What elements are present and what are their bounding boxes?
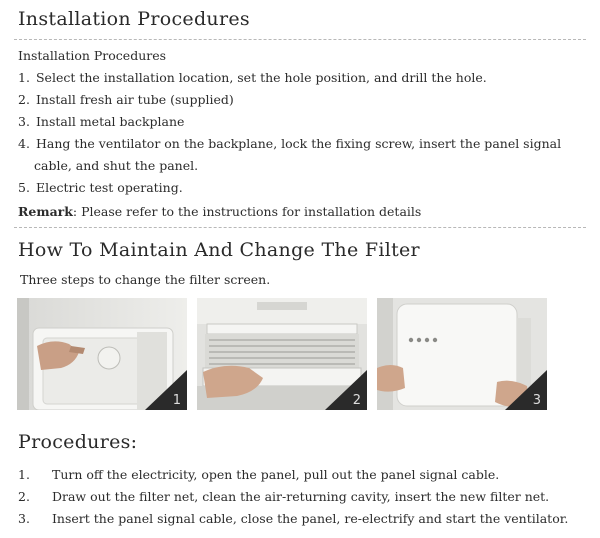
filter-photo-2 — [197, 298, 367, 410]
install-step-3 — [18, 114, 184, 129]
divider — [14, 39, 586, 40]
installation-subheading: Installation Procedures — [18, 48, 167, 63]
remark-label: Remark — [18, 204, 73, 219]
divider — [14, 227, 586, 228]
maintain-intro: Three steps to change the filter screen. — [20, 272, 271, 287]
photo-step-label: 3 — [532, 393, 541, 408]
installation-heading: Installation Procedures — [18, 8, 250, 30]
step-text: Insert the panel signal cable, close the panel, re-electrify and start the ventilator. — [51, 511, 569, 526]
install-step-2 — [18, 92, 234, 107]
step-number: 3. — [18, 511, 30, 526]
remark-text: : Please refer to the instructions for installation details — [72, 204, 422, 219]
photo-step-label: 1 — [172, 393, 181, 408]
step-number: 5. — [18, 180, 30, 195]
filter-photo-3 — [377, 298, 547, 410]
photo-step-label: 2 — [352, 393, 361, 408]
install-step-1 — [18, 70, 487, 85]
install-step-4-continued: cable, and shut the panel. — [34, 158, 199, 173]
step-text: Install fresh air tube (supplied) — [35, 92, 234, 107]
step-number: 1. — [18, 467, 30, 482]
procedure-step-1 — [18, 467, 499, 482]
procedure-step-3 — [18, 511, 568, 526]
procedures-heading: Procedures: — [18, 431, 138, 453]
step-text: Install metal backplane — [35, 114, 185, 129]
filter-photo-1 — [17, 298, 187, 410]
step-text: Draw out the filter net, clean the air-returning cavity, insert the new filter net. — [51, 489, 550, 504]
install-step-5 — [18, 180, 183, 195]
step-number: 1. — [18, 70, 30, 85]
step-number: 2. — [18, 92, 30, 107]
step-number: 2. — [18, 489, 30, 504]
step-text: Electric test operating. — [35, 180, 183, 195]
step-text: Select the installation location, set the hole position, and drill the hole. — [35, 70, 487, 85]
maintain-heading: How To Maintain And Change The Filter — [18, 239, 420, 261]
step-text: Turn off the electricity, open the panel, pull out the panel signal cable. — [51, 467, 500, 482]
procedure-step-2 — [18, 489, 549, 504]
step-number: 3. — [18, 114, 30, 129]
step-text: Hang the ventilator on the backplane, lock the fixing screw, insert the panel signal — [35, 136, 562, 151]
remark — [18, 204, 421, 219]
install-step-4 — [18, 136, 561, 151]
step-number: 4. — [18, 136, 30, 151]
